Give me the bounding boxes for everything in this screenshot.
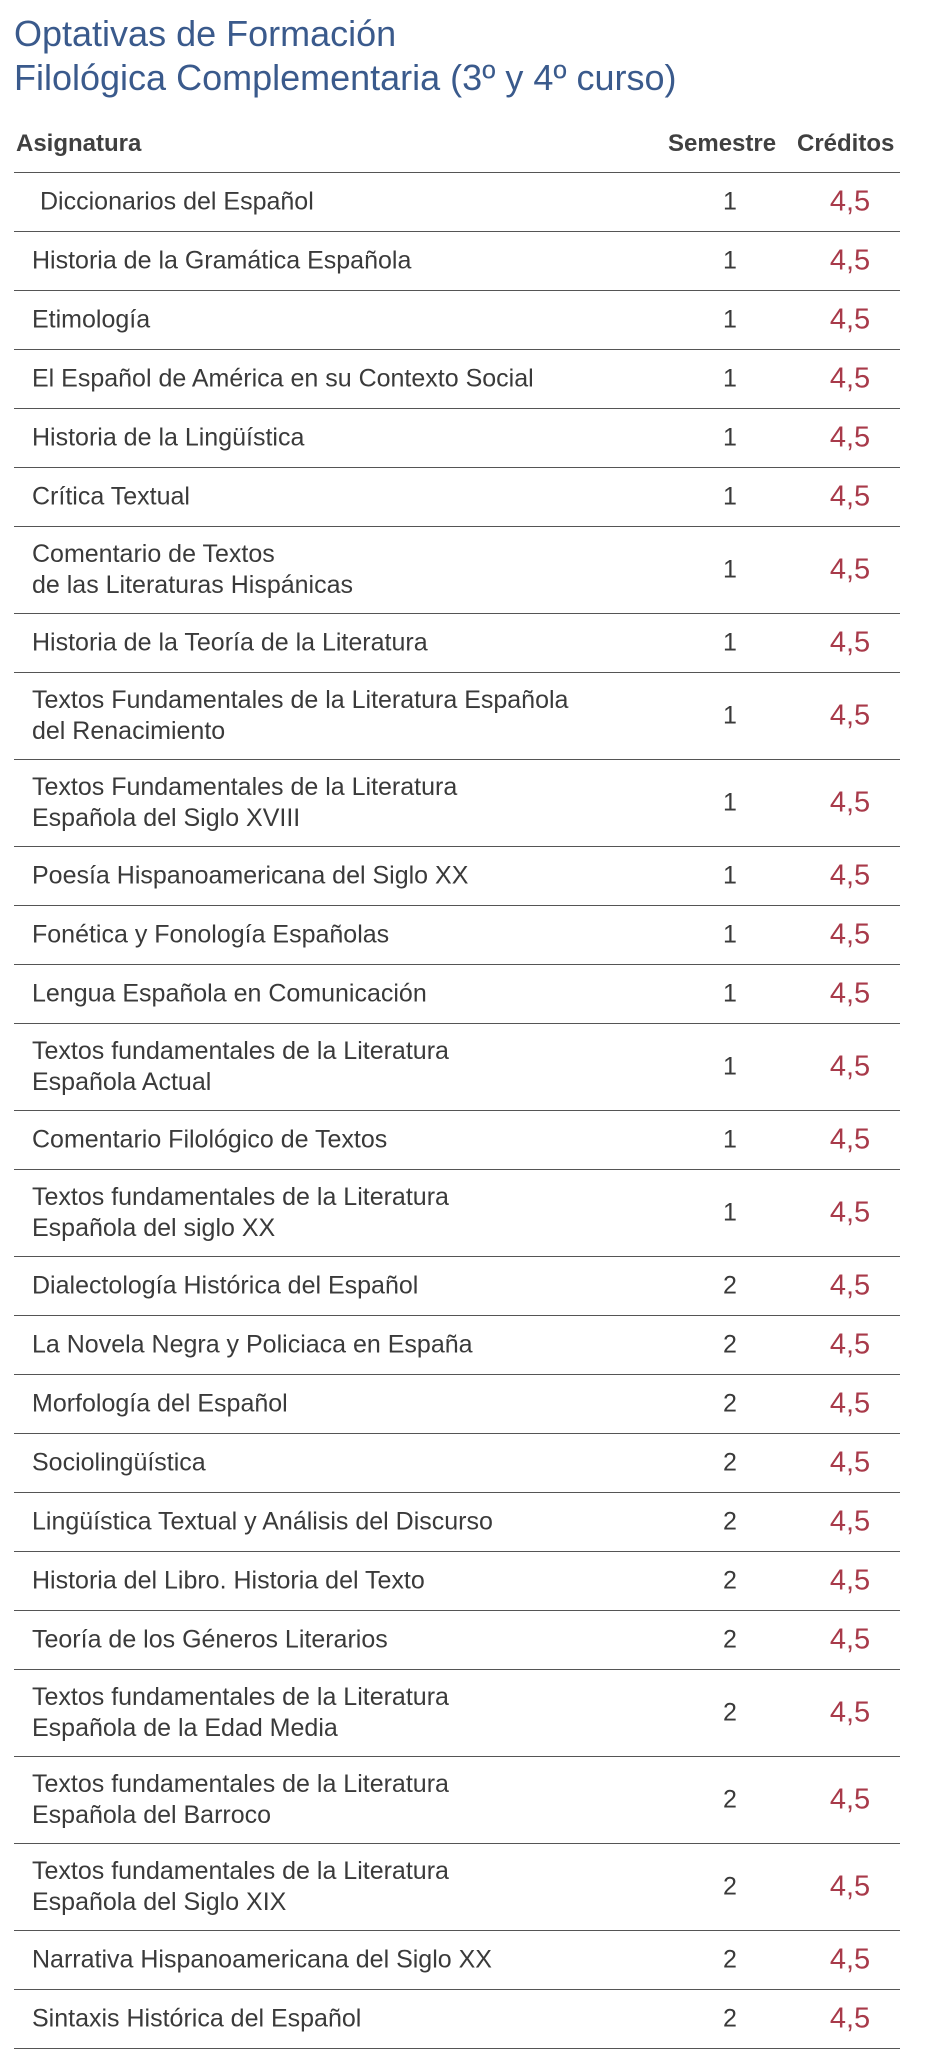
credits-cell: 4,5 [829, 185, 871, 218]
subject-line: Historia del Libro. Historia del Texto [32, 1566, 425, 1595]
table-row [14, 173, 900, 232]
semester-cell: 1 [723, 305, 737, 334]
subject-cell [32, 685, 642, 747]
semester-cell: 1 [723, 920, 737, 949]
table-row [14, 965, 900, 1024]
semester-cell: 1 [723, 979, 737, 1008]
table-row [14, 350, 900, 409]
table-row [14, 1931, 900, 1990]
table-row [14, 614, 900, 673]
semester-cell: 2 [723, 1945, 737, 1974]
subject-cell [32, 1125, 642, 1156]
credits-cell: 4,5 [829, 626, 871, 659]
subject-line: Española del Siglo XIX [32, 1888, 287, 1916]
subject-line: Comentario de Textos [32, 540, 275, 568]
subject-line: Fonética y Fonología Españolas [32, 920, 390, 949]
subject-line: Diccionarios del Español [40, 187, 314, 216]
semester-cell: 2 [723, 1625, 737, 1654]
subject-line: Española del siglo XX [32, 1214, 276, 1242]
credits-cell: 4,5 [829, 1623, 871, 1656]
subject-line: Morfología del Español [32, 1389, 288, 1418]
subject-line: Lingüística Textual y Análisis del Discurso [32, 1507, 493, 1536]
semester-cell: 1 [723, 1198, 737, 1227]
subject-cell [32, 1182, 642, 1244]
credits-cell: 4,5 [829, 480, 871, 513]
subject-line: Crítica Textual [32, 482, 190, 511]
subject-line: Etimología [32, 305, 151, 334]
subject-cell [32, 1448, 642, 1479]
table-row [14, 232, 900, 291]
table-row [14, 1257, 900, 1316]
subject-line: Textos Fundamentales de la Literatura Española [32, 686, 569, 714]
subject-cell [32, 920, 642, 951]
page-title [14, 12, 677, 100]
subject-line: Sociolingüística [32, 1448, 206, 1477]
subject-line: Historia de la Gramática Española [32, 246, 412, 275]
credits-cell: 4,5 [829, 1505, 871, 1538]
subject-line: Española Actual [32, 1068, 212, 1096]
subject-line: Comentario Filológico de Textos [32, 1125, 388, 1154]
semester-cell: 1 [723, 701, 737, 730]
subject-cell [32, 1389, 642, 1420]
subject-line: La Novela Negra y Policiaca en España [32, 1330, 473, 1359]
subject-cell [32, 1271, 642, 1302]
title-line-2: Filológica Complementaria (3º y 4º curso) [14, 57, 677, 98]
table-row [14, 1024, 900, 1111]
table-row [14, 1434, 900, 1493]
credits-cell: 4,5 [829, 2002, 871, 2035]
subject-cell [32, 364, 642, 395]
subject-line: El Español de América en su Contexto Social [32, 364, 534, 393]
semester-cell: 1 [723, 246, 737, 275]
semester-cell: 1 [723, 482, 737, 511]
subject-line: Española del Siglo XVIII [32, 804, 301, 832]
credits-cell: 4,5 [829, 303, 871, 336]
subject-line: Textos Fundamentales de la Literatura [32, 773, 458, 801]
credits-cell: 4,5 [829, 1269, 871, 1302]
semester-cell: 2 [723, 1872, 737, 1901]
semester-cell: 2 [723, 1507, 737, 1536]
credits-cell: 4,5 [829, 1196, 871, 1229]
subject-cell [32, 1625, 642, 1656]
semester-cell: 2 [723, 1271, 737, 1300]
table-row [14, 673, 900, 760]
semester-cell: 1 [723, 1052, 737, 1081]
table-row [14, 1170, 900, 1257]
table-row [14, 527, 900, 614]
credits-cell: 4,5 [829, 699, 871, 732]
semester-cell: 1 [723, 423, 737, 452]
table-header [14, 116, 900, 173]
semester-cell: 2 [723, 1698, 737, 1727]
subject-line: Poesía Hispanoamericana del Siglo XX [32, 861, 469, 890]
credits-cell: 4,5 [829, 1446, 871, 1479]
subject-line: Lengua Española en Comunicación [32, 979, 427, 1008]
table-row [14, 1375, 900, 1434]
subject-cell [32, 1507, 642, 1538]
subjects-table [14, 116, 900, 2049]
table-row [14, 1316, 900, 1375]
semester-cell: 1 [723, 788, 737, 817]
subject-cell [32, 2004, 642, 2035]
credits-cell: 4,5 [829, 1943, 871, 1976]
subject-cell [32, 1856, 642, 1918]
semester-cell: 1 [723, 555, 737, 584]
table-row [14, 1844, 900, 1931]
subject-cell [32, 628, 642, 659]
credits-cell: 4,5 [829, 1696, 871, 1729]
table-row [14, 291, 900, 350]
subject-cell [32, 246, 642, 277]
table-row [14, 1611, 900, 1670]
credits-cell: 4,5 [829, 1050, 871, 1083]
subject-cell [40, 187, 650, 218]
subject-line: Textos fundamentales de la Literatura [32, 1683, 449, 1711]
subject-line: Sintaxis Histórica del Español [32, 2004, 362, 2033]
header-subject: Asignatura [16, 130, 142, 157]
subject-cell [32, 482, 642, 513]
semester-cell: 1 [723, 1125, 737, 1154]
subject-line: Española del Barroco [32, 1801, 272, 1829]
table-row [14, 847, 900, 906]
credits-cell: 4,5 [829, 1328, 871, 1361]
subject-cell [32, 539, 642, 601]
subject-cell [32, 423, 642, 454]
semester-cell: 2 [723, 1389, 737, 1418]
table-row [14, 1670, 900, 1757]
semester-cell: 2 [723, 1566, 737, 1595]
subject-cell [32, 979, 642, 1010]
semester-cell: 2 [723, 1785, 737, 1814]
credits-cell: 4,5 [829, 244, 871, 277]
table-row [14, 1552, 900, 1611]
credits-cell: 4,5 [829, 421, 871, 454]
credits-cell: 4,5 [829, 786, 871, 819]
semester-cell: 1 [723, 187, 737, 216]
subject-line: Textos fundamentales de la Literatura [32, 1037, 449, 1065]
subject-cell [32, 1330, 642, 1361]
table-row [14, 760, 900, 847]
subject-line: Teoría de los Géneros Literarios [32, 1625, 388, 1654]
subject-line: Dialectología Histórica del Español [32, 1271, 419, 1300]
semester-cell: 2 [723, 2004, 737, 2033]
subject-cell [32, 1682, 642, 1744]
subject-line: Narrativa Hispanoamericana del Siglo XX [32, 1945, 492, 1974]
subject-line: Historia de la Lingüística [32, 423, 305, 452]
table-row [14, 468, 900, 527]
subject-line: Española de la Edad Media [32, 1714, 338, 1742]
credits-cell: 4,5 [829, 918, 871, 951]
subject-cell [32, 1769, 642, 1831]
credits-cell: 4,5 [829, 1387, 871, 1420]
table-row [14, 1111, 900, 1170]
table-row [14, 1990, 900, 2049]
table-row [14, 1493, 900, 1552]
subject-line: Textos fundamentales de la Literatura [32, 1770, 449, 1798]
header-semester: Semestre [668, 130, 777, 157]
subject-line: Textos fundamentales de la Literatura [32, 1183, 449, 1211]
semester-cell: 1 [723, 628, 737, 657]
semester-cell: 2 [723, 1330, 737, 1359]
semester-cell: 1 [723, 861, 737, 890]
semester-cell: 1 [723, 364, 737, 393]
table-row [14, 1757, 900, 1844]
credits-cell: 4,5 [829, 553, 871, 586]
credits-cell: 4,5 [829, 977, 871, 1010]
credits-cell: 4,5 [829, 1123, 871, 1156]
subject-line: Historia de la Teoría de la Literatura [32, 628, 428, 657]
table-row [14, 906, 900, 965]
subject-cell [32, 1945, 642, 1976]
header-credits: Créditos [797, 130, 895, 157]
subject-line: Textos fundamentales de la Literatura [32, 1857, 449, 1885]
title-line-1: Optativas de Formación [14, 13, 397, 54]
subject-line: de las Literaturas Hispánicas [32, 571, 353, 599]
subject-cell [32, 1036, 642, 1098]
credits-cell: 4,5 [829, 859, 871, 892]
credits-cell: 4,5 [829, 362, 871, 395]
credits-cell: 4,5 [829, 1783, 871, 1816]
semester-cell: 2 [723, 1448, 737, 1477]
subject-line: del Renacimiento [32, 717, 226, 745]
subject-cell [32, 1566, 642, 1597]
subject-cell [32, 861, 642, 892]
subject-cell [32, 305, 642, 336]
credits-cell: 4,5 [829, 1564, 871, 1597]
table-body [14, 173, 900, 2049]
subject-cell [32, 772, 642, 834]
table-row [14, 409, 900, 468]
credits-cell: 4,5 [829, 1870, 871, 1903]
